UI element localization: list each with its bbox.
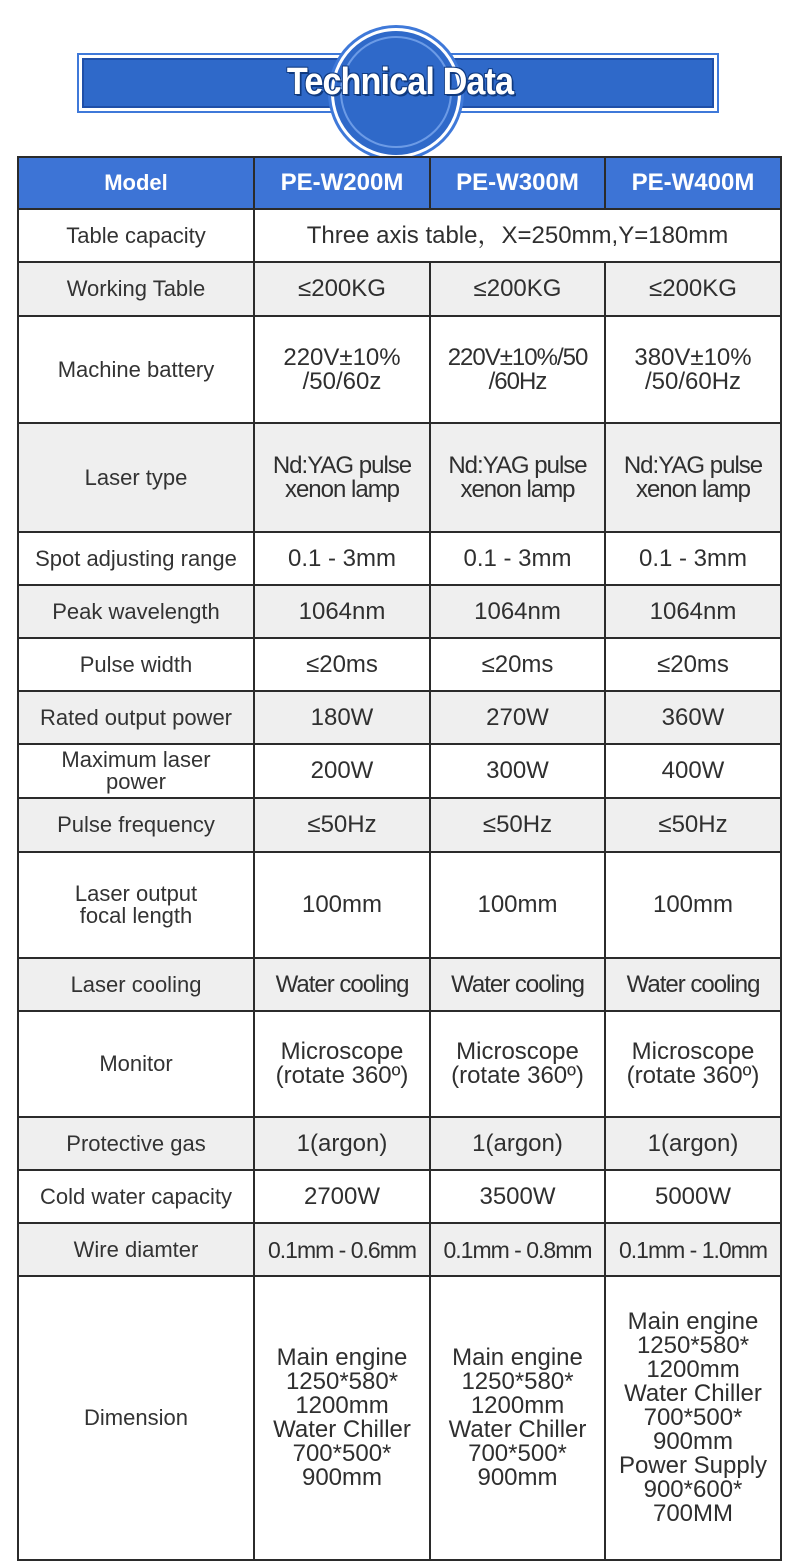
row-label: Spot adjusting range xyxy=(18,532,254,585)
row-value: 220V±10% /50/60z xyxy=(254,316,430,423)
row-value: Water cooling xyxy=(430,958,605,1011)
table-header-row xyxy=(18,157,781,209)
row-value: ≤50Hz xyxy=(430,798,605,852)
row-label: Laser type xyxy=(18,423,254,532)
row-rated-output-power xyxy=(18,691,781,744)
row-wire-diamter xyxy=(18,1223,781,1276)
row-label: Wire diamter xyxy=(18,1223,254,1276)
row-pulse-frequency xyxy=(18,798,781,852)
row-value: 0.1 - 3mm xyxy=(430,532,605,585)
row-value: 1(argon) xyxy=(254,1117,430,1170)
row-label: Machine battery xyxy=(18,316,254,423)
model-header: Model xyxy=(18,157,254,209)
row-value: ≤20ms xyxy=(605,638,781,691)
row-value: 100mm xyxy=(254,852,430,958)
row-value: ≤200KG xyxy=(605,262,781,316)
row-value: 0.1mm - 0.6mm xyxy=(254,1223,430,1276)
row-value: 1064nm xyxy=(254,585,430,638)
row-value: 1064nm xyxy=(605,585,781,638)
model-pe-w400m: PE-W400M xyxy=(605,157,781,209)
row-value: ≤50Hz xyxy=(605,798,781,852)
row-value: 200W xyxy=(254,744,430,798)
row-value: Nd:YAG pulse xenon lamp xyxy=(605,423,781,532)
row-value: ≤20ms xyxy=(430,638,605,691)
row-pulse-width xyxy=(18,638,781,691)
row-machine-battery xyxy=(18,316,781,423)
row-label: Protective gas xyxy=(18,1117,254,1170)
row-label: Dimension xyxy=(18,1276,254,1560)
row-dimension xyxy=(18,1276,781,1560)
row-value: Water cooling xyxy=(254,958,430,1011)
row-value: Main engine 1250*580* 1200mm Water Chiller 700*500* 900mm xyxy=(254,1276,430,1560)
row-value: Microscope (rotate 360º) xyxy=(605,1011,781,1117)
row-value: 3500W xyxy=(430,1170,605,1223)
spec-table xyxy=(17,156,782,1561)
row-value: 0.1mm - 0.8mm xyxy=(430,1223,605,1276)
row-value: Main engine 1250*580* 1200mm Water Chiller 700*500* 900mm Power Supply 900*600* 700MM xyxy=(605,1276,781,1560)
row-protective-gas xyxy=(18,1117,781,1170)
row-label: Table capacity xyxy=(18,209,254,262)
row-value: 1064nm xyxy=(430,585,605,638)
row-value: 0.1 - 3mm xyxy=(605,532,781,585)
model-pe-w200m: PE-W200M xyxy=(254,157,430,209)
row-label: Laser cooling xyxy=(18,958,254,1011)
row-value: ≤200KG xyxy=(254,262,430,316)
row-label: Cold water capacity xyxy=(18,1170,254,1223)
row-monitor xyxy=(18,1011,781,1117)
row-value: Nd:YAG pulse xenon lamp xyxy=(430,423,605,532)
row-value: 0.1 - 3mm xyxy=(254,532,430,585)
row-value: Microscope (rotate 360º) xyxy=(254,1011,430,1117)
row-value: 0.1mm - 1.0mm xyxy=(605,1223,781,1276)
row-laser-type xyxy=(18,423,781,532)
model-pe-w300m: PE-W300M xyxy=(430,157,605,209)
row-working-table xyxy=(18,262,781,316)
row-value: 1(argon) xyxy=(605,1117,781,1170)
row-label: Pulse width xyxy=(18,638,254,691)
row-table-capacity xyxy=(18,209,781,262)
row-peak-wavelength xyxy=(18,585,781,638)
row-label: Laser output focal length xyxy=(18,852,254,958)
row-value: 100mm xyxy=(605,852,781,958)
row-value: 380V±10% /50/60Hz xyxy=(605,316,781,423)
row-value: Main engine 1250*580* 1200mm Water Chiller 700*500* 900mm xyxy=(430,1276,605,1560)
row-laser-output-focal-length xyxy=(18,852,781,958)
row-value: 300W xyxy=(430,744,605,798)
row-value: 360W xyxy=(605,691,781,744)
row-value: 2700W xyxy=(254,1170,430,1223)
row-label: Working Table xyxy=(18,262,254,316)
row-value: 5000W xyxy=(605,1170,781,1223)
row-value-span: Three axis table，X=250mm,Y=180mm xyxy=(254,209,781,262)
row-label: Rated output power xyxy=(18,691,254,744)
row-value: 180W xyxy=(254,691,430,744)
row-value: 100mm xyxy=(430,852,605,958)
row-value: ≤20ms xyxy=(254,638,430,691)
row-value: 400W xyxy=(605,744,781,798)
row-maximum-laser-power xyxy=(18,744,781,798)
row-value: ≤50Hz xyxy=(254,798,430,852)
row-value: Microscope (rotate 360º) xyxy=(430,1011,605,1117)
row-value: Nd:YAG pulse xenon lamp xyxy=(254,423,430,532)
row-value: Water cooling xyxy=(605,958,781,1011)
row-cold-water-capacity xyxy=(18,1170,781,1223)
page-title: Technical Data xyxy=(286,61,514,103)
row-laser-cooling xyxy=(18,958,781,1011)
row-value: ≤200KG xyxy=(430,262,605,316)
row-value: 220V±10%/50 /60Hz xyxy=(430,316,605,423)
row-value: 1(argon) xyxy=(430,1117,605,1170)
row-label: Pulse frequency xyxy=(18,798,254,852)
row-label: Maximum laser power xyxy=(18,744,254,798)
row-value: 270W xyxy=(430,691,605,744)
row-label: Peak wavelength xyxy=(18,585,254,638)
row-spot-adjusting-range xyxy=(18,532,781,585)
row-label: Monitor xyxy=(18,1011,254,1117)
